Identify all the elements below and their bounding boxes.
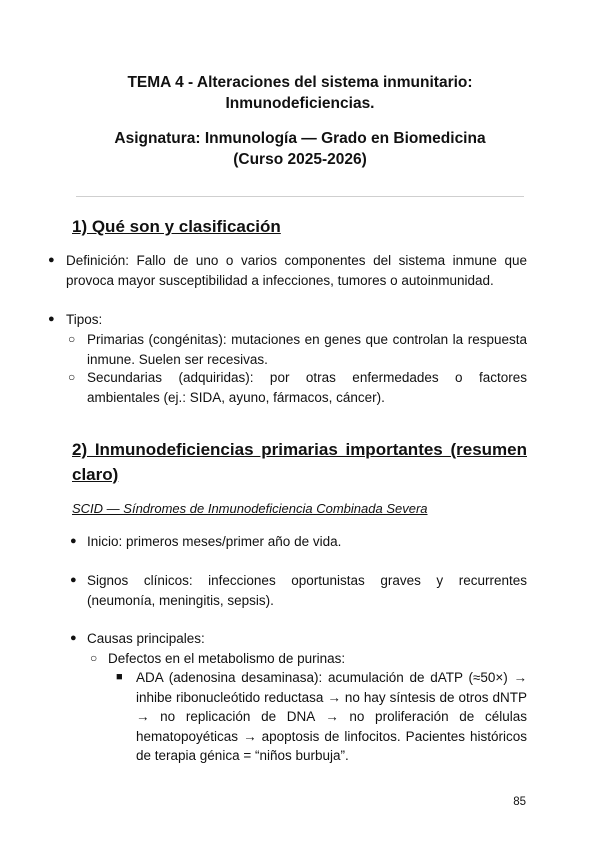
page-number: 85 xyxy=(513,796,526,808)
definition-text: Definición: Fallo de uno o varios componentes del sistema inmune que provoca mayor susceptibilidad a infecciones, tumores o autoinmunidad. xyxy=(66,253,527,288)
document-title: TEMA 4 - Alteraciones del sistema inmunitario: Inmunodeficiencias. xyxy=(127,74,473,112)
square-bullet-icon: ■ xyxy=(116,671,123,683)
causes-label: Causas principales: xyxy=(87,631,205,646)
section-2-heading: 2) Inmunodeficiencias primarias importantes (resumen claro) xyxy=(72,440,527,484)
cause-purine-item: Defectos en el metabolismo de purinas: xyxy=(108,651,346,666)
bullet-icon: ● xyxy=(70,632,77,644)
type-primary-item xyxy=(87,330,527,369)
circle-bullet-icon: ○ xyxy=(68,370,76,384)
type-primary-text: Primarias (congénitas): mutaciones en genes que controlan la respuesta inmune. Suelen ser recesivas. xyxy=(87,332,527,367)
horizontal-divider xyxy=(76,196,524,197)
circle-bullet-icon: ○ xyxy=(68,332,76,346)
ada-text: ADA (adenosina desaminasa): acumulación de dATP (≈50×) → inhibe ribonucleótido reductasa → no hay síntesis de otros dNTP → no replicación de DNA → no proliferación de células hematopoyéticas → apoptosis de linfocitos. Pacientes históricos de terapia génica = “niños burbuja”. xyxy=(136,670,527,763)
section-1-heading: 1) Qué son y clasificación xyxy=(72,217,281,236)
types-label: Tipos: xyxy=(66,312,103,327)
type-secondary-item xyxy=(87,368,527,407)
signs-item xyxy=(87,571,527,610)
ada-item xyxy=(136,668,527,766)
bullet-icon: ● xyxy=(48,254,55,266)
signs-text: Signos clínicos: infecciones oportunistas graves y recurrentes (neumonía, meningitis, sepsis). xyxy=(87,573,527,608)
bullet-icon: ● xyxy=(48,313,55,325)
subject-line: Asignatura: Inmunología — Grado en Biomedicina (Curso 2025-2026) xyxy=(114,130,486,168)
type-secondary-text: Secundarias (adquiridas): por otras enfermedades o factores ambientales (ej.: SIDA, ayuno, fármacos, cáncer). xyxy=(87,370,527,405)
circle-bullet-icon: ○ xyxy=(90,651,98,665)
definition-item xyxy=(66,251,527,290)
onset-item: Inicio: primeros meses/primer año de vida. xyxy=(87,534,342,549)
bullet-icon: ● xyxy=(70,535,77,547)
bullet-icon: ● xyxy=(70,574,77,586)
scid-subheading: SCID — Síndromes de Inmunodeficiencia Combinada Severa xyxy=(72,501,428,516)
